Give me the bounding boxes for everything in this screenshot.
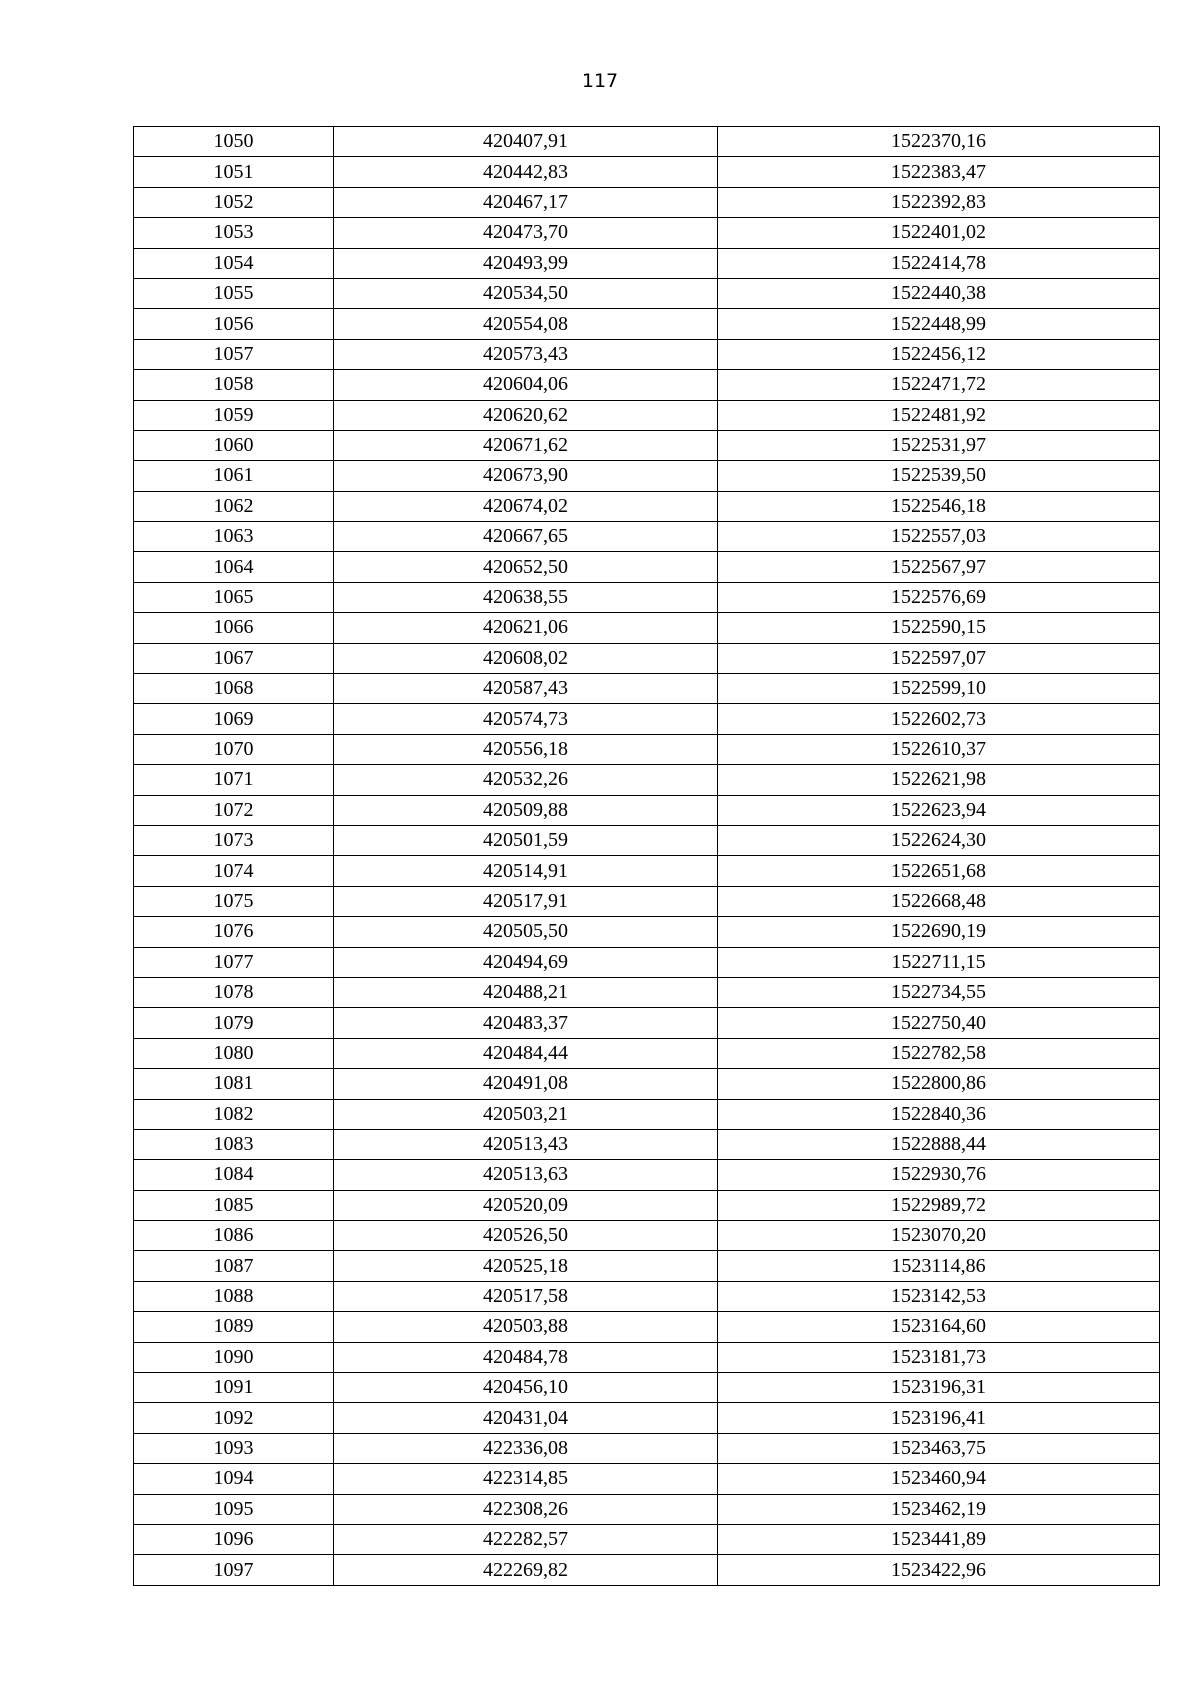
x-coordinate-cell: 420431,04 bbox=[334, 1403, 718, 1433]
point-number-cell: 1057 bbox=[134, 339, 334, 369]
point-number-cell: 1092 bbox=[134, 1403, 334, 1433]
y-coordinate-cell: 1522456,12 bbox=[718, 339, 1160, 369]
x-coordinate-cell: 422336,08 bbox=[334, 1433, 718, 1463]
x-coordinate-cell: 420513,43 bbox=[334, 1129, 718, 1159]
point-number-cell: 1068 bbox=[134, 674, 334, 704]
table-row bbox=[134, 248, 1160, 278]
y-coordinate-cell: 1522623,94 bbox=[718, 795, 1160, 825]
point-number-cell: 1089 bbox=[134, 1312, 334, 1342]
point-number-cell: 1090 bbox=[134, 1342, 334, 1372]
point-number-cell: 1075 bbox=[134, 886, 334, 916]
point-number-cell: 1058 bbox=[134, 370, 334, 400]
y-coordinate-cell: 1522392,83 bbox=[718, 187, 1160, 217]
y-coordinate-cell: 1522440,38 bbox=[718, 278, 1160, 308]
x-coordinate-cell: 420673,90 bbox=[334, 461, 718, 491]
y-coordinate-cell: 1522471,72 bbox=[718, 370, 1160, 400]
point-number-cell: 1069 bbox=[134, 704, 334, 734]
table-row bbox=[134, 613, 1160, 643]
y-coordinate-cell: 1523142,53 bbox=[718, 1281, 1160, 1311]
table-row bbox=[134, 309, 1160, 339]
x-coordinate-cell: 420667,65 bbox=[334, 522, 718, 552]
y-coordinate-cell: 1522539,50 bbox=[718, 461, 1160, 491]
y-coordinate-cell: 1523164,60 bbox=[718, 1312, 1160, 1342]
point-number-cell: 1085 bbox=[134, 1190, 334, 1220]
table-row bbox=[134, 278, 1160, 308]
y-coordinate-cell: 1522370,16 bbox=[718, 127, 1160, 157]
table-row bbox=[134, 795, 1160, 825]
point-number-cell: 1050 bbox=[134, 127, 334, 157]
x-coordinate-cell: 420442,83 bbox=[334, 157, 718, 187]
table-row bbox=[134, 1221, 1160, 1251]
table-row bbox=[134, 1403, 1160, 1433]
y-coordinate-cell: 1523196,31 bbox=[718, 1373, 1160, 1403]
point-number-cell: 1070 bbox=[134, 734, 334, 764]
x-coordinate-cell: 420493,99 bbox=[334, 248, 718, 278]
x-coordinate-cell: 420501,59 bbox=[334, 825, 718, 855]
table-row bbox=[134, 461, 1160, 491]
point-number-cell: 1083 bbox=[134, 1129, 334, 1159]
x-coordinate-cell: 420604,06 bbox=[334, 370, 718, 400]
table-row bbox=[134, 582, 1160, 612]
x-coordinate-cell: 420573,43 bbox=[334, 339, 718, 369]
table-row bbox=[134, 643, 1160, 673]
x-coordinate-cell: 420473,70 bbox=[334, 218, 718, 248]
point-number-cell: 1076 bbox=[134, 917, 334, 947]
table-row bbox=[134, 1373, 1160, 1403]
x-coordinate-cell: 420514,91 bbox=[334, 856, 718, 886]
y-coordinate-cell: 1522690,19 bbox=[718, 917, 1160, 947]
y-coordinate-cell: 1523114,86 bbox=[718, 1251, 1160, 1281]
table-row bbox=[134, 430, 1160, 460]
x-coordinate-cell: 420674,02 bbox=[334, 491, 718, 521]
point-number-cell: 1071 bbox=[134, 765, 334, 795]
y-coordinate-cell: 1522599,10 bbox=[718, 674, 1160, 704]
y-coordinate-cell: 1522734,55 bbox=[718, 977, 1160, 1007]
x-coordinate-cell: 420638,55 bbox=[334, 582, 718, 612]
table-row bbox=[134, 491, 1160, 521]
point-number-cell: 1073 bbox=[134, 825, 334, 855]
y-coordinate-cell: 1522602,73 bbox=[718, 704, 1160, 734]
point-number-cell: 1091 bbox=[134, 1373, 334, 1403]
point-number-cell: 1060 bbox=[134, 430, 334, 460]
x-coordinate-cell: 422269,82 bbox=[334, 1555, 718, 1585]
table-row bbox=[134, 370, 1160, 400]
table-row bbox=[134, 552, 1160, 582]
point-number-cell: 1095 bbox=[134, 1494, 334, 1524]
point-number-cell: 1079 bbox=[134, 1008, 334, 1038]
x-coordinate-cell: 420525,18 bbox=[334, 1251, 718, 1281]
x-coordinate-cell: 420587,43 bbox=[334, 674, 718, 704]
table-row bbox=[134, 1251, 1160, 1281]
table-row bbox=[134, 977, 1160, 1007]
table-row bbox=[134, 674, 1160, 704]
point-number-cell: 1065 bbox=[134, 582, 334, 612]
point-number-cell: 1052 bbox=[134, 187, 334, 217]
table-row bbox=[134, 765, 1160, 795]
table-row bbox=[134, 522, 1160, 552]
page-number: 117 bbox=[581, 70, 619, 92]
y-coordinate-cell: 1522624,30 bbox=[718, 825, 1160, 855]
point-number-cell: 1066 bbox=[134, 613, 334, 643]
point-number-cell: 1096 bbox=[134, 1524, 334, 1554]
point-number-cell: 1087 bbox=[134, 1251, 334, 1281]
x-coordinate-cell: 420620,62 bbox=[334, 400, 718, 430]
point-number-cell: 1062 bbox=[134, 491, 334, 521]
x-coordinate-cell: 422314,85 bbox=[334, 1464, 718, 1494]
table-row bbox=[134, 1555, 1160, 1585]
point-number-cell: 1059 bbox=[134, 400, 334, 430]
point-number-cell: 1081 bbox=[134, 1069, 334, 1099]
y-coordinate-cell: 1522711,15 bbox=[718, 947, 1160, 977]
table-row bbox=[134, 1099, 1160, 1129]
y-coordinate-cell: 1522576,69 bbox=[718, 582, 1160, 612]
table-row bbox=[134, 157, 1160, 187]
table-row bbox=[134, 218, 1160, 248]
y-coordinate-cell: 1523196,41 bbox=[718, 1403, 1160, 1433]
point-number-cell: 1086 bbox=[134, 1221, 334, 1251]
y-coordinate-cell: 1522610,37 bbox=[718, 734, 1160, 764]
y-coordinate-cell: 1523181,73 bbox=[718, 1342, 1160, 1372]
point-number-cell: 1072 bbox=[134, 795, 334, 825]
y-coordinate-cell: 1522383,47 bbox=[718, 157, 1160, 187]
y-coordinate-cell: 1522557,03 bbox=[718, 522, 1160, 552]
coordinates-table-body bbox=[134, 127, 1160, 1586]
point-number-cell: 1061 bbox=[134, 461, 334, 491]
point-number-cell: 1055 bbox=[134, 278, 334, 308]
table-row bbox=[134, 734, 1160, 764]
y-coordinate-cell: 1522401,02 bbox=[718, 218, 1160, 248]
y-coordinate-cell: 1522989,72 bbox=[718, 1190, 1160, 1220]
point-number-cell: 1074 bbox=[134, 856, 334, 886]
table-row bbox=[134, 704, 1160, 734]
y-coordinate-cell: 1522597,07 bbox=[718, 643, 1160, 673]
table-row bbox=[134, 339, 1160, 369]
y-coordinate-cell: 1522668,48 bbox=[718, 886, 1160, 916]
y-coordinate-cell: 1522531,97 bbox=[718, 430, 1160, 460]
table-row bbox=[134, 1069, 1160, 1099]
y-coordinate-cell: 1522567,97 bbox=[718, 552, 1160, 582]
table-row bbox=[134, 1190, 1160, 1220]
coordinates-table bbox=[133, 126, 1160, 1586]
table-row bbox=[134, 1312, 1160, 1342]
y-coordinate-cell: 1522930,76 bbox=[718, 1160, 1160, 1190]
x-coordinate-cell: 420503,21 bbox=[334, 1099, 718, 1129]
point-number-cell: 1084 bbox=[134, 1160, 334, 1190]
table-row bbox=[134, 1038, 1160, 1068]
y-coordinate-cell: 1522414,78 bbox=[718, 248, 1160, 278]
x-coordinate-cell: 420456,10 bbox=[334, 1373, 718, 1403]
y-coordinate-cell: 1523463,75 bbox=[718, 1433, 1160, 1463]
y-coordinate-cell: 1522651,68 bbox=[718, 856, 1160, 886]
x-coordinate-cell: 420484,78 bbox=[334, 1342, 718, 1372]
y-coordinate-cell: 1522888,44 bbox=[718, 1129, 1160, 1159]
y-coordinate-cell: 1522546,18 bbox=[718, 491, 1160, 521]
x-coordinate-cell: 420608,02 bbox=[334, 643, 718, 673]
x-coordinate-cell: 420517,91 bbox=[334, 886, 718, 916]
table-row bbox=[134, 1008, 1160, 1038]
x-coordinate-cell: 420488,21 bbox=[334, 977, 718, 1007]
x-coordinate-cell: 420534,50 bbox=[334, 278, 718, 308]
x-coordinate-cell: 420483,37 bbox=[334, 1008, 718, 1038]
point-number-cell: 1078 bbox=[134, 977, 334, 1007]
x-coordinate-cell: 420556,18 bbox=[334, 734, 718, 764]
table-row bbox=[134, 1494, 1160, 1524]
x-coordinate-cell: 420621,06 bbox=[334, 613, 718, 643]
point-number-cell: 1051 bbox=[134, 157, 334, 187]
point-number-cell: 1077 bbox=[134, 947, 334, 977]
y-coordinate-cell: 1522800,86 bbox=[718, 1069, 1160, 1099]
point-number-cell: 1063 bbox=[134, 522, 334, 552]
y-coordinate-cell: 1522782,58 bbox=[718, 1038, 1160, 1068]
y-coordinate-cell: 1522840,36 bbox=[718, 1099, 1160, 1129]
table-row bbox=[134, 1433, 1160, 1463]
y-coordinate-cell: 1522448,99 bbox=[718, 309, 1160, 339]
x-coordinate-cell: 420532,26 bbox=[334, 765, 718, 795]
table-row bbox=[134, 886, 1160, 916]
x-coordinate-cell: 420520,09 bbox=[334, 1190, 718, 1220]
x-coordinate-cell: 420574,73 bbox=[334, 704, 718, 734]
y-coordinate-cell: 1522481,92 bbox=[718, 400, 1160, 430]
x-coordinate-cell: 420554,08 bbox=[334, 309, 718, 339]
y-coordinate-cell: 1522590,15 bbox=[718, 613, 1160, 643]
point-number-cell: 1053 bbox=[134, 218, 334, 248]
table-row bbox=[134, 1342, 1160, 1372]
point-number-cell: 1094 bbox=[134, 1464, 334, 1494]
y-coordinate-cell: 1523441,89 bbox=[718, 1524, 1160, 1554]
y-coordinate-cell: 1522750,40 bbox=[718, 1008, 1160, 1038]
table-row bbox=[134, 1464, 1160, 1494]
x-coordinate-cell: 420491,08 bbox=[334, 1069, 718, 1099]
table-row bbox=[134, 856, 1160, 886]
table-row bbox=[134, 1281, 1160, 1311]
x-coordinate-cell: 420509,88 bbox=[334, 795, 718, 825]
table-row bbox=[134, 1524, 1160, 1554]
y-coordinate-cell: 1523422,96 bbox=[718, 1555, 1160, 1585]
table-row bbox=[134, 187, 1160, 217]
y-coordinate-cell: 1523460,94 bbox=[718, 1464, 1160, 1494]
x-coordinate-cell: 420503,88 bbox=[334, 1312, 718, 1342]
x-coordinate-cell: 420517,58 bbox=[334, 1281, 718, 1311]
point-number-cell: 1097 bbox=[134, 1555, 334, 1585]
y-coordinate-cell: 1523462,19 bbox=[718, 1494, 1160, 1524]
point-number-cell: 1080 bbox=[134, 1038, 334, 1068]
point-number-cell: 1064 bbox=[134, 552, 334, 582]
point-number-cell: 1056 bbox=[134, 309, 334, 339]
table-row bbox=[134, 825, 1160, 855]
x-coordinate-cell: 420467,17 bbox=[334, 187, 718, 217]
x-coordinate-cell: 420671,62 bbox=[334, 430, 718, 460]
table-row bbox=[134, 947, 1160, 977]
x-coordinate-cell: 420494,69 bbox=[334, 947, 718, 977]
point-number-cell: 1054 bbox=[134, 248, 334, 278]
x-coordinate-cell: 422308,26 bbox=[334, 1494, 718, 1524]
x-coordinate-cell: 420505,50 bbox=[334, 917, 718, 947]
point-number-cell: 1067 bbox=[134, 643, 334, 673]
x-coordinate-cell: 420407,91 bbox=[334, 127, 718, 157]
table-row bbox=[134, 127, 1160, 157]
x-coordinate-cell: 420652,50 bbox=[334, 552, 718, 582]
point-number-cell: 1088 bbox=[134, 1281, 334, 1311]
x-coordinate-cell: 420526,50 bbox=[334, 1221, 718, 1251]
table-row bbox=[134, 1160, 1160, 1190]
y-coordinate-cell: 1522621,98 bbox=[718, 765, 1160, 795]
x-coordinate-cell: 420513,63 bbox=[334, 1160, 718, 1190]
point-number-cell: 1093 bbox=[134, 1433, 334, 1463]
point-number-cell: 1082 bbox=[134, 1099, 334, 1129]
table-row bbox=[134, 917, 1160, 947]
y-coordinate-cell: 1523070,20 bbox=[718, 1221, 1160, 1251]
x-coordinate-cell: 422282,57 bbox=[334, 1524, 718, 1554]
table-row bbox=[134, 1129, 1160, 1159]
x-coordinate-cell: 420484,44 bbox=[334, 1038, 718, 1068]
table-row bbox=[134, 400, 1160, 430]
